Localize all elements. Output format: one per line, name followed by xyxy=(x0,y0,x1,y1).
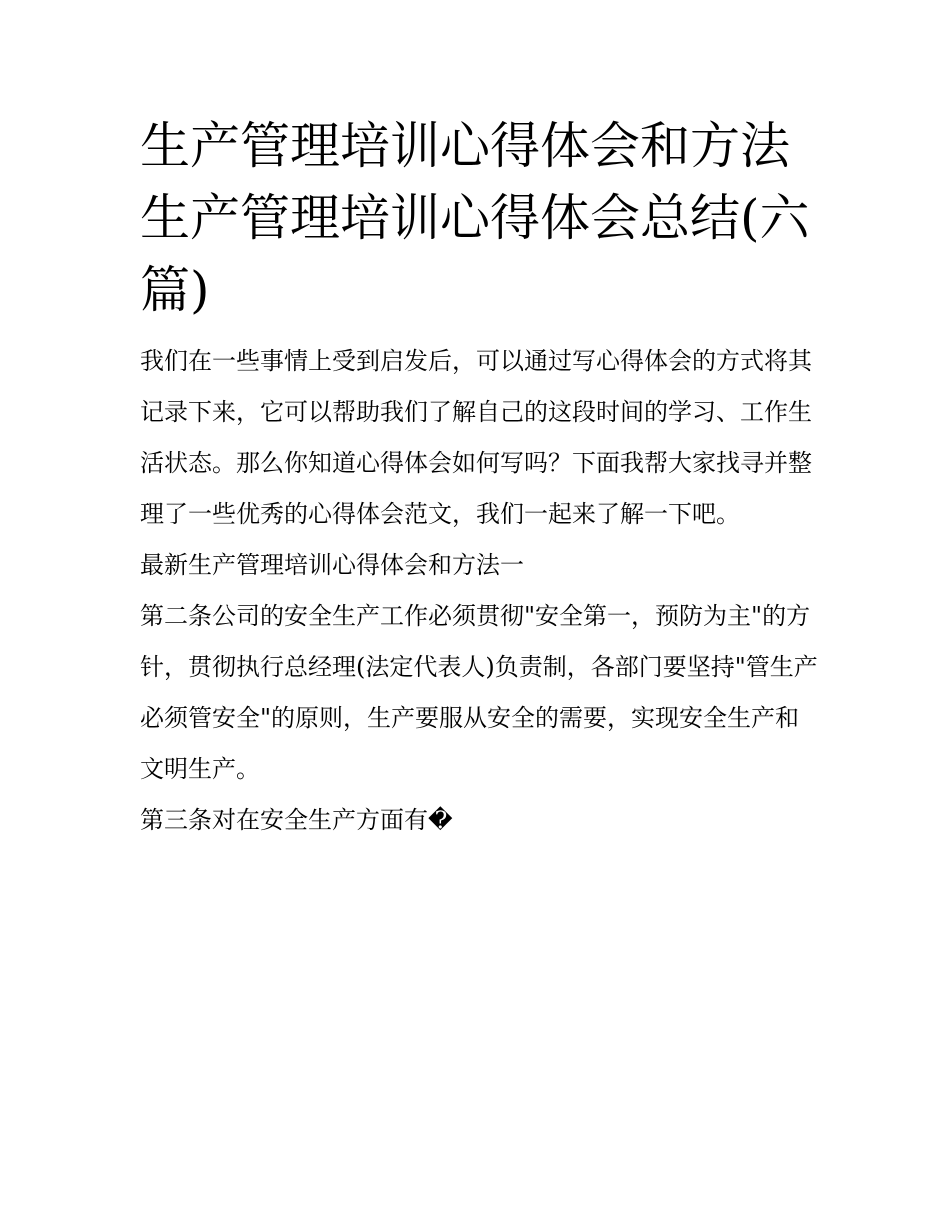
section-heading: 最新生产管理培训心得体会和方法一 xyxy=(140,551,524,579)
document-page xyxy=(140,110,820,846)
document-body xyxy=(140,336,820,846)
document-title: 生产管理培训心得体会和方法生产管理培训心得体会总结(六篇) xyxy=(140,117,810,319)
article-three-paragraph: 第三条对在安全生产方面有� xyxy=(140,806,453,834)
article-two-paragraph: 第二条公司的安全生产工作必须贯彻"安全第一，预防为主"的方针，贯彻执行总经理(法定代表人)负责制，各部门要坚持"管生产必须管安全"的原则，生产要服从安全的需要，实现安全生产和文明生产。 xyxy=(140,602,818,783)
intro-paragraph: 我们在一些事情上受到启发后，可以通过写心得体会的方式将其记录下来，它可以帮助我们了解自己的这段时间的学习、工作生活状态。那么你知道心得体会如何写吗？下面我帮大家找寻并整理了一些优秀的心得体会范文，我们一起来了解一下吧。 xyxy=(140,347,812,528)
